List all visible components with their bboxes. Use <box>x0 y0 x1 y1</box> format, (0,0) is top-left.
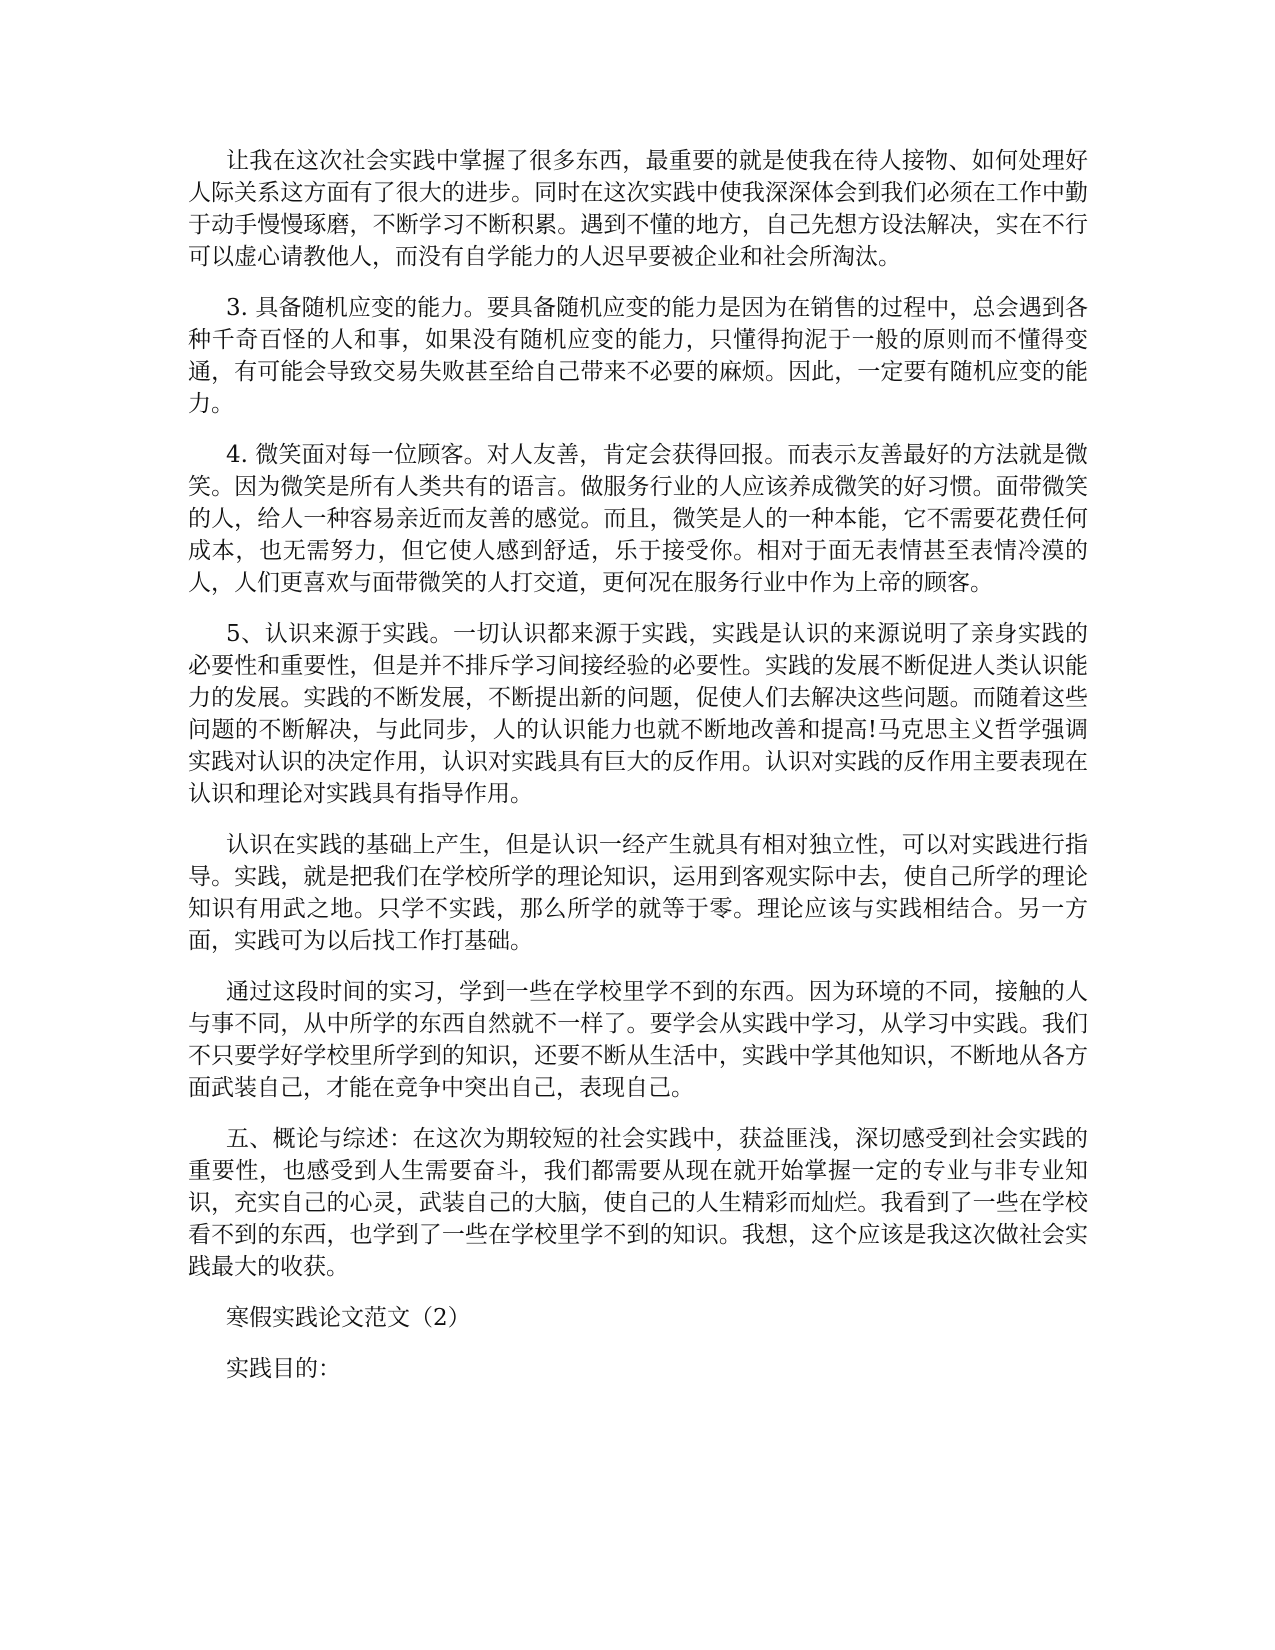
subsection-heading: 实践目的： <box>226 1356 341 1382</box>
paragraph-3: 4. 微笑面对每一位顾客。对人友善，肯定会获得回报。而表示友善最好的方法就是微笑。因为微笑是所有人类共有的语言。做服务行业的人应该养成微笑的好习惯。面带微笑的人，给人一种容易亲近而友善的感觉。而且，微笑是人的一种本能，它不需要花费任何成本，也无需努力，但它使人感到舒适，乐于接受你。相对于面无表情甚至表情冷漠的人，人们更喜欢与面带微笑的人打交道，更何况在服务行业中作为上帝的顾客。 <box>188 442 1088 596</box>
paragraph-5: 认识在实践的基础上产生，但是认识一经产生就具有相对独立性，可以对实践进行指导。实践，就是把我们在学校所学的理论知识，运用到客观实际中去，使自己所学的理论知识有用武之地。只学不实践，那么所学的就等于零。理论应该与实践相结合。另一方面，实践可为以后找工作打基础。 <box>188 832 1088 954</box>
section-title: 寒假实践论文范文（2） <box>226 1305 471 1331</box>
paragraph-7: 五、概论与综述：在这次为期较短的社会实践中，获益匪浅，深切感受到社会实践的重要性，也感受到人生需要奋斗，我们都需要从现在就开始掌握一定的专业与非专业知识，充实自己的心灵，武装自己的大脑，使自己的人生精彩而灿烂。我看到了一些在学校看不到的东西，也学到了一些在学校里学不到的知识。我想，这个应该是我这次做社会实践最大的收获。 <box>188 1126 1088 1280</box>
paragraph-1: 让我在这次社会实践中掌握了很多东西，最重要的就是使我在待人接物、如何处理好人际关系这方面有了很大的进步。同时在这次实践中使我深深体会到我们必须在工作中勤于动手慢慢琢磨，不断学习不断积累。遇到不懂的地方，自己先想方设法解决，实在不行可以虚心请教他人，而没有自学能力的人迟早要被企业和社会所淘汰。 <box>188 148 1088 270</box>
document-page <box>188 145 1088 1404</box>
paragraph-6: 通过这段时间的实习，学到一些在学校里学不到的东西。因为环境的不同，接触的人与事不同，从中所学的东西自然就不一样了。要学会从实践中学习，从学习中实践。我们不只要学好学校里所学到的知识，还要不断从生活中，实践中学其他知识，不断地从各方面武装自己，才能在竞争中突出自己，表现自己。 <box>188 979 1088 1101</box>
paragraph-2: 3. 具备随机应变的能力。要具备随机应变的能力是因为在销售的过程中，总会遇到各种千奇百怪的人和事，如果没有随机应变的能力，只懂得拘泥于一般的原则而不懂得变通，有可能会导致交易失败甚至给自己带来不必要的麻烦。因此，一定要有随机应变的能力。 <box>188 295 1088 417</box>
paragraph-4: 5、认识来源于实践。一切认识都来源于实践，实践是认识的来源说明了亲身实践的必要性和重要性，但是并不排斥学习间接经验的必要性。实践的发展不断促进人类认识能力的发展。实践的不断发展，不断提出新的问题，促使人们去解决这些问题。而随着这些问题的不断解决，与此同步，人的认识能力也就不断地改善和提高!马克思主义哲学强调实践对认识的决定作用，认识对实践具有巨大的反作用。认识对实践的反作用主要表现在认识和理论对实践具有指导作用。 <box>188 621 1088 807</box>
